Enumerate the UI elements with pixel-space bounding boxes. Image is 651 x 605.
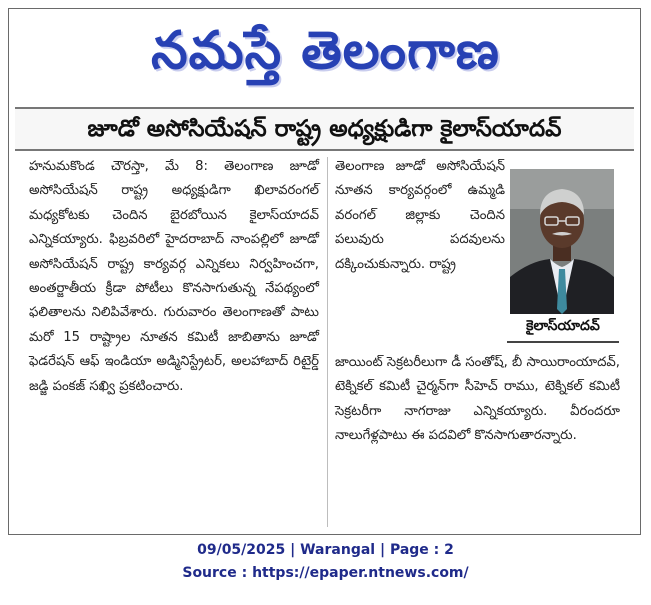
article-column-2-bottom (335, 351, 620, 449)
article-column-1 (29, 155, 319, 399)
article-column-2-top (335, 155, 505, 277)
footer-source: Source : https://epaper.ntnews.com/ (182, 565, 469, 581)
portrait-photo (510, 169, 614, 314)
article-body-text-3: జాయింట్ సెక్రటరీలుగా డీ సంతోష్, బీ సాయిరాంయాదవ్, టెక్నికల్ కమిటీ చైర్మన్‌గా సీహెచ్ రాము, టెక్నికల్ కమిటీ సెక్రటరీగా నాగరాజు ఎన్నికయ్యారు. వీరందరూ నాలుగేళ్లపాటు ఈ పదవిలో కొనసాగుతారన్నారు. (335, 355, 620, 444)
article-body-text-1: హనుమకొండ చౌరస్తా, మే 8: తెలంగాణ జూడో అసోసియేషన్ రాష్ట్ర అధ్యక్షుడిగా ఖిలావరంగల్ మధ్యకోటకు చెందిన బైరబోయిన కైలాస్‌యాదవ్ ఎన్నికయ్యారు. ఫిబ్రవరిలో హైదరాబాద్ నాంపల్లిలో జూడో అసోసియేషన్ రాష్ట్ర కార్యవర్గ ఎన్నికలు నిర్వహించగా, అంతర్జాతీయ క్రీడా పోటీలు కొనసాగుతున్న నేపథ్యంలో ఫలితాలను నిలిపివేశారు. గురువారం తెలంగాణతో పాటు మరో 15 రాష్ట్రాల నూతన కమిటీ జాబితాను జూడో ఫెడరేషన్ ఆఫ్ ఇండియా అడ్మినిస్ట్రేటర్, అలహాబాద్ రిటైర్డ్ జడ్జి పంకజ్ సఖ్వి ప్రకటించారు. (29, 159, 319, 394)
newspaper-masthead: నమస్తే తెలంగాణ (151, 21, 500, 81)
column-divider (327, 157, 328, 527)
article-headline: జూడో అసోసియేషన్ రాష్ట్ర అధ్యక్షుడిగా కైలాస్‌యాదవ్ (15, 107, 634, 151)
newspaper-clipping (8, 8, 641, 535)
photo-caption: కైలాస్‌యాదవ్ (507, 318, 619, 343)
footer-dateline: 09/05/2025 | Warangal | Page : 2 (197, 542, 454, 558)
article-body-text-2: తెలంగాణ జూడో అసోసియేషన్ నూతన కార్యవర్గంలో ఉమ్మడి వరంగల్ జిల్లాకు చెందిన పలువురు పదవులను దక్కించుకున్నారు. రాష్ట్ర (335, 159, 505, 272)
portrait-illustration (510, 169, 614, 314)
